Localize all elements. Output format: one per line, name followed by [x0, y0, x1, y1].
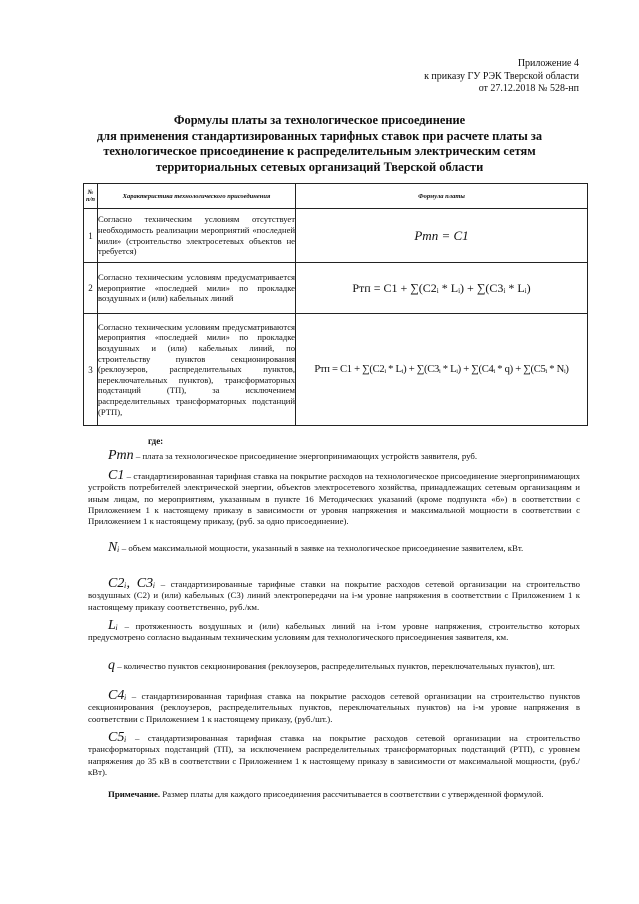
appendix-line-3: от 27.12.2018 № 528-нп — [478, 83, 579, 94]
definition-text: – протяженность воздушных и (или) кабельных линий на i-том уровне напряжения, строительство которых предусмотрено согласно выданным техническим условиям для технологического присоединения заявителя, км. — [88, 621, 580, 643]
formula-3: Pтп = C1 + ∑(C2ᵢ * Lᵢ) + ∑(C3ᵢ * Lᵢ) + ∑(C4ᵢ * q) + ∑(C5ᵢ * Nᵢ) — [314, 364, 569, 375]
definition-text: – объем максимальной мощности, указанный в заявке на технологическое присоединение заявителем, кВт. — [119, 543, 524, 553]
row-formula — [296, 263, 588, 314]
definition-symbol: Nᵢ — [108, 540, 120, 555]
header-num-line-2: п/п — [85, 196, 96, 203]
definition-item — [88, 450, 580, 462]
row-number: 3 — [84, 314, 98, 426]
definition-item — [88, 732, 580, 778]
formula-2: Pтп = C1 + ∑(C2ᵢ * Lᵢ) + ∑(C3ᵢ * Lᵢ) — [352, 280, 531, 295]
row-number: 2 — [84, 263, 98, 314]
definition-item — [88, 578, 580, 613]
note-paragraph — [88, 788, 580, 801]
appendix-line-2: к приказу ГУ РЭК Тверской области — [424, 70, 579, 82]
note-text: Размер платы для каждого присоединения рассчитывается в соответствии с утвержденной формулой. — [160, 789, 544, 799]
definition-item — [88, 542, 580, 554]
row-characteristic: Согласно техническим условиям предусматриваются мероприятия «последней мили» по прокладке воздушных и (или) кабельных линий, по строительству пунктов секционирования (реклоузеров, распределительных пунктов, переключательных пунктов), трансформаторных подстанций (ТП), за исключением распределительных трансформаторных подстанций (РТП), — [98, 314, 296, 426]
definition-symbol: q — [108, 658, 115, 673]
definition-symbol: C4ᵢ — [108, 688, 127, 703]
header-characteristic: Характеристика технологического присоединения — [98, 184, 296, 209]
title-line-4: территориальных сетевых организаций Тверской области — [155, 159, 484, 174]
title-line-2: для применения стандартизированных тарифных ставок при расчете платы за — [96, 128, 543, 143]
row-formula — [296, 209, 588, 263]
appendix-reference — [424, 58, 579, 96]
definition-text: – стандартизированные тарифные ставки на покрытие расходов сетевой организации на строительство воздушных (С2) и (или) кабельных (С3) линий электропередачи на i-м уровне напряжения в соответствии с Приложением 1 к настоящему приказу соответственно, руб./км. — [88, 579, 580, 612]
title-line-1: Формулы платы за технологическое присоединение — [173, 113, 466, 127]
formula-table — [83, 183, 588, 426]
title-line-3: технологическое присоединение к распределительным электрическим сетям — [103, 144, 536, 158]
definition-text: – стандартизированная тарифная ставка на покрытие расходов на технологическое присоединение энергопринимающих устройств потребителей электрической энергии, объектов электросетевого хозяйства, принадлежащих сетевым организациям и иным лицам, по мероприятиям, указанным в пункте 16 Методических указаний (кроме подпункта «б») в соответствии с Приложением 1 к настоящему приказу в зависимости от уровня напряжения и максимальной мощности в соответствии с Приложением 1 к настоящему приказу, (руб. за одно присоединение). — [88, 471, 580, 527]
definition-symbol: Pтп — [108, 448, 134, 463]
note-label: Примечание. — [108, 789, 161, 799]
definition-symbol: C1 — [108, 468, 125, 483]
row-number: 1 — [84, 209, 98, 263]
header-num — [84, 184, 98, 209]
definition-text: – плата за технологическое присоединение энергопринимающих устройств заявителя, руб. — [133, 451, 478, 461]
table-row — [84, 314, 588, 426]
definition-item — [88, 620, 580, 644]
definition-text: – количество пунктов секционирования (реклоузеров, распределительных пунктов, переключательных пунктов), шт. — [115, 661, 555, 671]
definition-text: – стандартизированная тарифная ставка на покрытие расходов сетевой организации на строительство пунктов секционирования (реклоузеров, распределительных пунктов, переключательных пунктов) на i-м уровне напряжения в соответствии с Приложением 1 к настоящему приказу, (руб./шт.). — [88, 691, 580, 724]
row-characteristic: Согласно техническим условиям предусматривается мероприятие «последней мили» по прокладке воздушных и (или) кабельных линий — [98, 263, 296, 314]
header-formula: Формула платы — [296, 184, 588, 209]
table-row — [84, 263, 588, 314]
document-title — [60, 113, 579, 175]
header-num-line-1: № — [87, 189, 94, 196]
definition-item — [88, 470, 580, 527]
definition-item — [88, 690, 580, 725]
definition-item — [88, 660, 580, 672]
definition-symbol: C2ᵢ, C3ᵢ — [108, 576, 156, 591]
definition-text: – стандартизированная тарифная ставка на покрытие расходов сетевой организации на строительство трансформаторных подстанций (ТП), за исключением распределительных трансформаторных подстанций (РТП), с уровнем напряжения до 35 кВ в соответствии с Приложением 1 к настоящему приказу в зависимости от максимальной мощности, (руб./кВт). — [88, 733, 580, 777]
table-header-row — [84, 184, 588, 209]
formula-1: Pтп = C1 — [414, 227, 469, 243]
table-row — [84, 209, 588, 263]
appendix-line-1: Приложение 4 — [517, 58, 579, 69]
row-formula — [296, 314, 588, 426]
definitions-intro: где: — [148, 436, 164, 446]
definition-symbol: C5ᵢ — [108, 730, 127, 745]
row-characteristic: Согласно техническим условиям отсутствует необходимость реализации мероприятий «последней мили» (строительство электросетевых объектов не требуется) — [98, 209, 296, 263]
definition-symbol: Lᵢ — [108, 618, 119, 633]
